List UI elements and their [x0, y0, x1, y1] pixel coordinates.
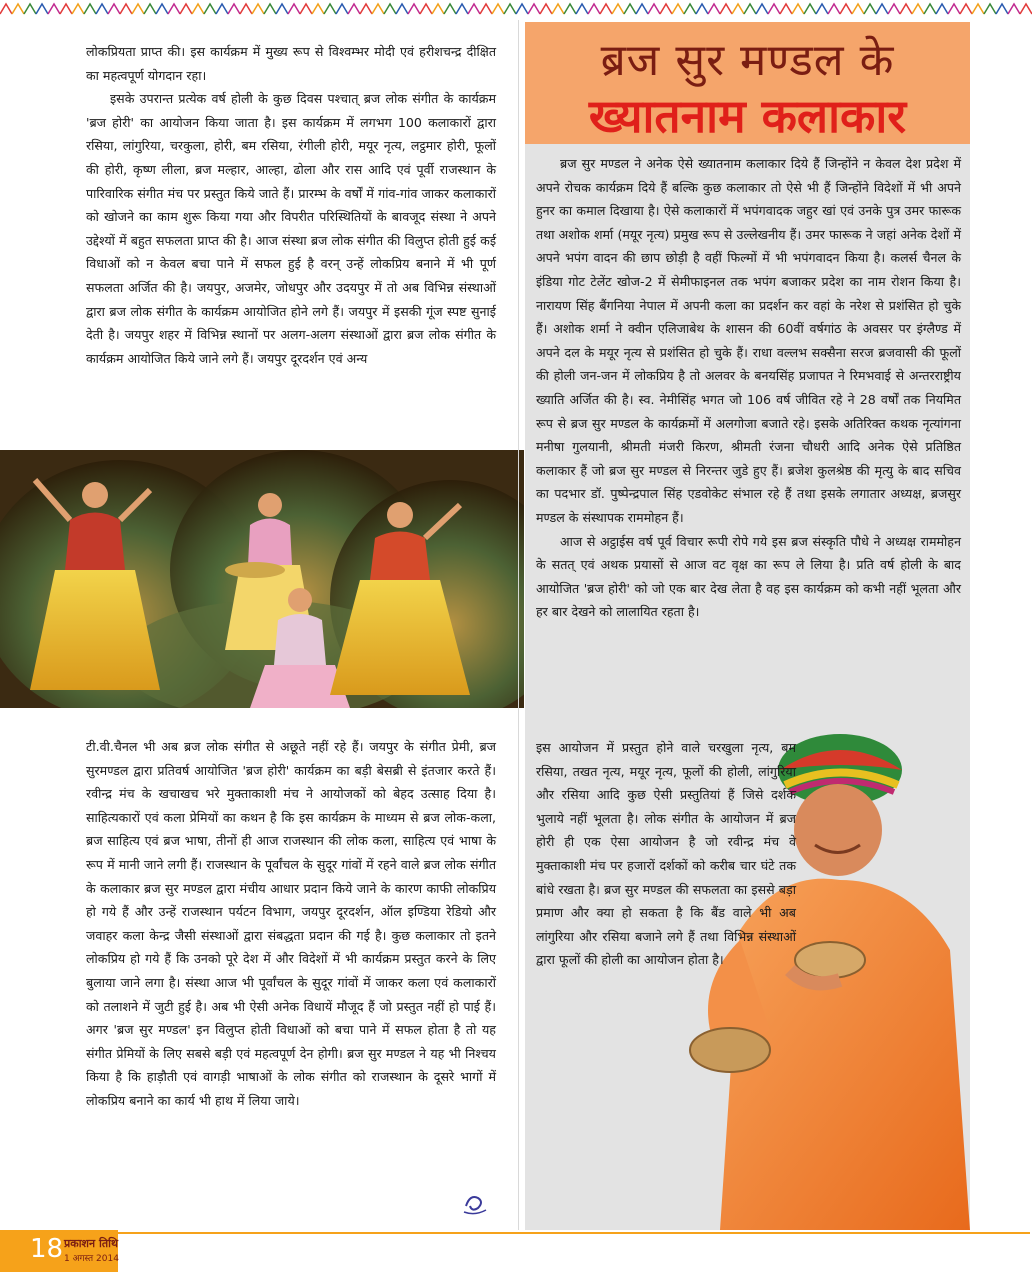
paragraph: लोकप्रियता प्राप्त की। इस कार्यक्रम में मुख्य रूप से विश्वम्भर मोदी एवं हरीशचन्द्र दीक्षित का महत्वपूर्ण योगदान रहा।	[86, 44, 496, 83]
paragraph: इस आयोजन में प्रस्तुत होने वाले चरखुला नृत्य, बम रसिया, तखत नृत्य, मयूर नृत्य, फूलों की होली, लांगुरिया और रसिया आदि कुछ ऐसी प्रस्तुतियां हैं जिसे दर्शक भुलाये नहीं भूलता है। लोक संगीत के आयोजन में ब्रज होरी ही एक ऐसा आयोजन है जो रवीन्द्र मंच वे मुक्ताकाशी मंच पर हजारों दर्शकों को करीब चार घंटे तक बांधे रखता है। ब्रज सुर मण्डल की सफलता का इससे बड़ा प्रमाण और क्या हो सकता है कि बैंड वाले भी अब लांगुरिया और रसिया बजाने लगे हैं तथा विभिन्न संस्थाओं द्वारा फूलों की होली का आयोजन होता है।	[536, 740, 796, 968]
column-divider	[518, 20, 519, 1230]
left-column-bottom	[86, 735, 496, 1113]
dance-performance-photo	[0, 450, 524, 708]
magazine-name: प्रकाशन तिथि	[64, 1237, 118, 1250]
footer-rule	[118, 1232, 1030, 1234]
right-column-narrow	[536, 736, 796, 972]
issue-date: 1 अगस्त 2014	[64, 1254, 119, 1264]
paragraph: आज से अट्ठाईस वर्ष पूर्व विचार रूपी रोपे गये इस ब्रज संस्कृति पौधे ने अध्यक्ष राममोहन के सतत् एवं अथक प्रयासों से आज वट वृक्ष का रूप ले लिया है। प्रति वर्ष होली के बाद आयोजित 'ब्रज होरी' को जो एक बार देख लेता है वह इस कार्यक्रम को कभी नहीं भूलता और हर बार देखने को लालायित रहता है।	[536, 533, 961, 620]
paragraph: टी.वी.चैनल भी अब ब्रज लोक संगीत से अछूते नहीं रहे हैं। जयपुर के संगीत प्रेमी, ब्रज सुरमण्डल द्वारा प्रतिवर्ष आयोजित 'ब्रज होरी' कार्यक्रम का बड़ी बेसब्री से इंतजार करते हैं। रवीन्द्र मंच के खचाखच भरे मुक्ताकाशी मंच ने आयोजकों को बेहद उत्साह दिया है। साहित्यकारों एवं कला प्रेमियों का कथन है कि इस कार्यक्रम के माध्यम से ब्रज लोक-कला, ब्रज साहित्य एवं ब्रज भाषा, तीनों ही आज राजस्थान की लोक कला, साहित्य एवं भाषा के रूप में मानी जाने लगी हैं। राजस्थान के पूर्वांचल के सुदूर गांवों में रहने वाले ब्रज लोक संगीत के कलाकार ब्रज सुर मण्डल द्वारा मंचीय आधार प्रदान किये जाने के कारण काफी लोकप्रिय हो गये हैं और उन्हें राजस्थान पर्यटन विभाग, जयपुर दूरदर्शन, ऑल इण्डिया रेडियो और जवाहर कला केन्द्र जैसी संस्थाओं द्वारा संबद्धता प्रदान की गई है। कुछ कलाकार तो इतने लोकप्रिय हो गये हैं कि उनको पूरे देश में और विदेशों में भी कार्यक्रम प्रस्तुत करने के लिए बुलाया जाने लगा है। संस्था आज भी पूर्वांचल के सुदूर गांवों में जाकर कला एवं कलाकारों को तलाशने में जुटी हुई है। अब भी ऐसी अनेक विधायें मौजूद हैं जो प्रस्तुत नहीं हो पाई हैं। अगर 'ब्रज सुर मण्डल' इन विलुप्त होती विधाओं को बचा पाने में सफल होता है तो यह संगीत प्रेमियों के लिए सबसे बड़ी एवं महत्वपूर्ण देन होगी। ब्रज सुर मण्डल ने यह भी निश्चय किया है कि हाड़ौती एवं वागड़ी भाषाओं के लोक संगीत को राजस्थान के दूसरे भागों में लोकप्रिय बनाने का कार्य भी हाथ में लिया जाये।	[86, 739, 496, 1108]
left-column-top	[86, 40, 496, 370]
right-column	[536, 152, 961, 624]
paragraph: इसके उपरान्त प्रत्येक वर्ष होली के कुछ दिवस पश्चात् ब्रज लोक संगीत के कार्यक्रम 'ब्रज होरी' का आयोजन किया जाता है। इस कार्यक्रम में लगभग 100 कलाकारों द्वारा रसिया, लांगुरिया, चरकुला, होरी, बम रसिया, रंगीली होरी, मयूर नृत्य, लट्ठमार होरी, फूलों की होरी, कृष्ण लीला, ब्रज मल्हार, आल्हा, ढोला और रास आदि एवं पूर्वी राजस्थान के पारिवारिक संगीत मंच पर प्रस्तुत किये जाते हैं। प्रारम्भ के वर्षों में गांव-गांव जाकर कलाकारों को खोजने का काम शुरू किया गया और विपरीत परिस्थितियों के बावजूद संस्था ने अपने उद्देश्यों में बहुत सफलता प्राप्त की है। आज संस्था ब्रज लोक संगीत की विलुप्त होती हुई कई विधाओं को न केवल बचा पाने में सफल हुई है वरन् उन्हें लोकप्रिय बनाने में भी पूर्ण सफलता अर्जित की है। जयपुर, अजमेर, जोधपुर और उदयपुर में तो अब विभिन्न संस्थाओं द्वारा ब्रज लोक संगीत के कार्यक्रम आयोजित होने लगे हैं। जयपुर में इसकी गूंज स्पष्ट सुनाई देती है। जयपुर शहर में विभिन्न स्थानों पर अलग-अलग संस्थाओं द्वारा ब्रज लोक संगीत के कार्यक्रम आयोजित किये जाने लगे हैं। जयपुर दूरदर्शन एवं अन्य	[86, 91, 496, 366]
headline-box	[525, 22, 970, 144]
paragraph: ब्रज सुर मण्डल ने अनेक ऐसे ख्यातनाम कलाकार दिये हैं जिन्होंने न केवल देश प्रदेश में अपने रोचक कार्यक्रम दिये हैं बल्कि कुछ कलाकार तो ऐसे भी हैं जिन्होंने विदेशों में भी अपने हुनर का कमाल दिखाया है। ऐसे कलाकारों में भपंगवादक जहुर खां एवं उनके पुत्र उमर फारूक तथा अशोक शर्मा (मयूर नृत्य) प्रमुख रूप से उल्लेखनीय हैं। उमर फारूक ने जहां अनेक देशों में अपने भपंग वादन की छाप छोड़ी है वहीं फिल्मों में भी भपंगवादन किया है। कलर्स चैनल के इंडिया गोट टेलेंट खोज-2 में सेमीफाइनल तक भपंग बजाकर प्रदेश का नाम रोशन किया है। नारायण सिंह बैंगनिया नेपाल में अपनी कला का प्रदर्शन कर वहां के नरेश से प्रशंसित हो चुके हैं। अशोक शर्मा ने क्वीन एलिजाबेथ के शासन की 60वीं वर्षगांठ के अवसर पर इंग्लैण्ड में अपने दल के मयूर नृत्य से प्रशंसित हो चुके हैं। राधा वल्लभ सक्सैना सरज ब्रजवासी की फूलों की होली जन-जन में लोकप्रिय है तो अलवर के बनयसिंह प्रजापत ने रिमभवाई से अन्तरराष्ट्रीय ख्याति अर्जित की है। स्व. नेमीसिंह भगत जो 106 वर्ष जीवित रहे ने 28 वर्षों तक नियमित रूप से ब्रज सुर मण्डल के कार्यक्रमों में अलगोजा बजाते रहे। इसके अतिरिक्त कथक नृत्यांगना मनीषा गुलयानी, श्रीमती मंजरी किरण, श्रीमती रंजना चौधरी आदि अनेक ऐसे प्रतिष्ठित कलाकार हैं जो ब्रज सुर मण्डल से निरन्तर जुडे हुए हैं। ब्रजेश कुलश्रेष्ठ की मृत्यु के बाद सचिव का पदभार डॉ. पुष्पेन्द्रपाल सिंह एडवोकेट संभाल रहे हैं तथा इसके लगातार अध्यक्ष, ब्रजसुर मण्डल के संस्थापक राममोहन हैं।	[536, 156, 961, 525]
decorative-top-border	[0, 0, 1032, 18]
ornament-end-mark-icon	[460, 1188, 490, 1218]
page-number: 18	[30, 1234, 64, 1264]
headline-line-2: ख्यातनाम कलाकार	[588, 89, 907, 143]
headline-line-1: ब्रज सुर मण्डल के	[600, 35, 895, 86]
